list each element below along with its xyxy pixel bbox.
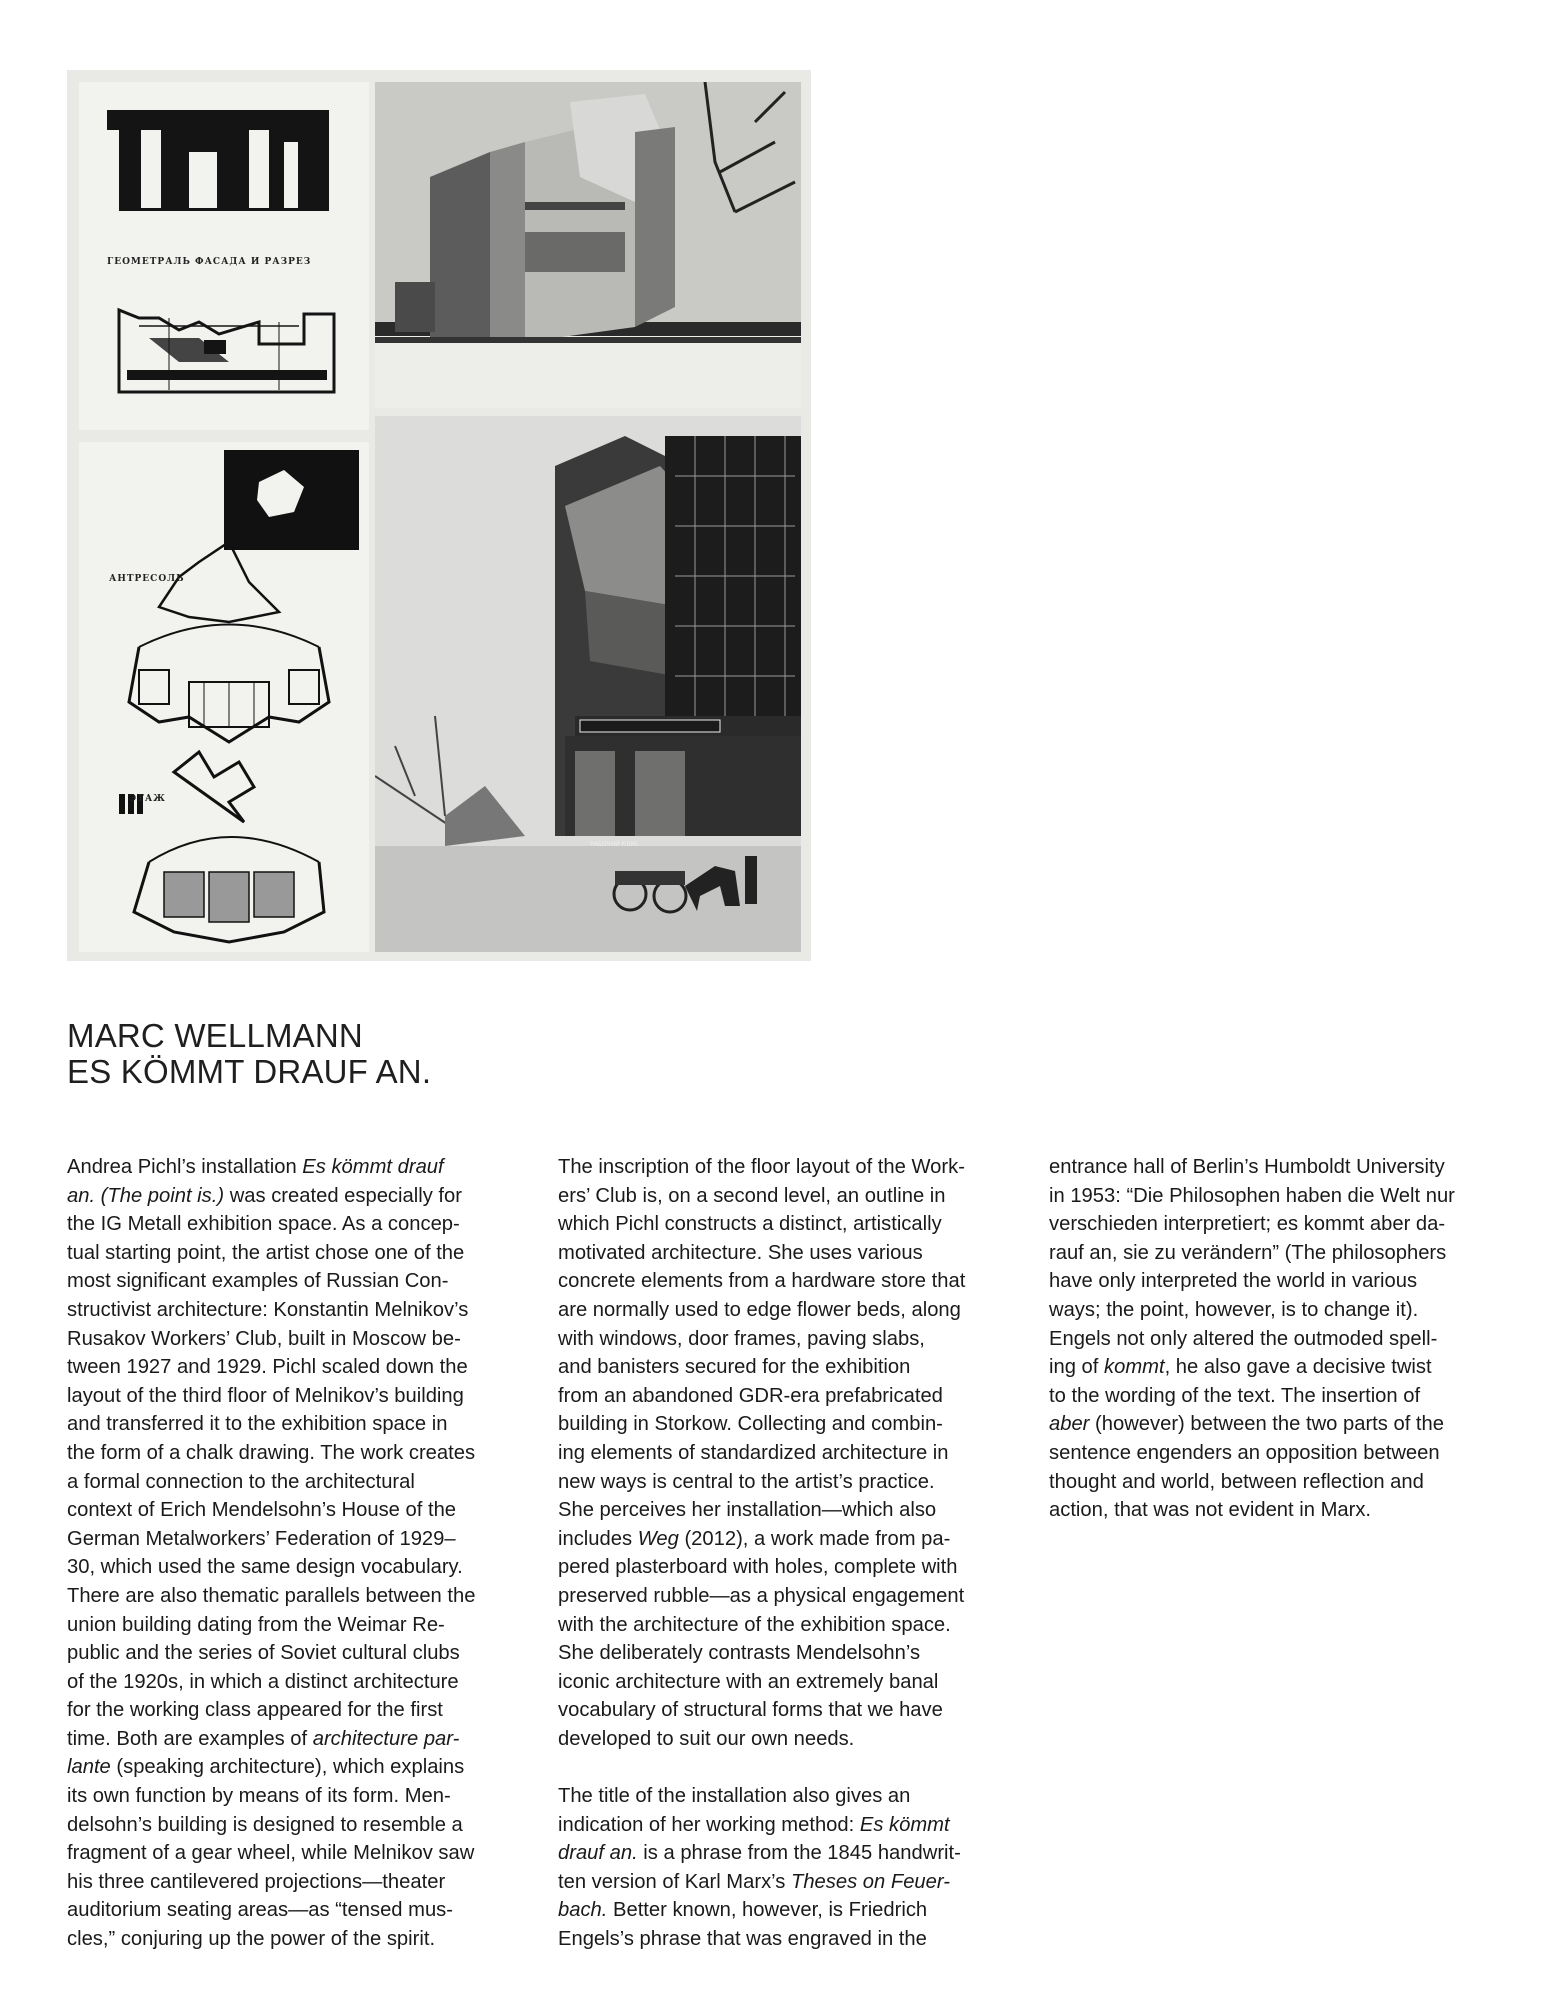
text-line bbox=[1049, 1210, 1519, 1239]
text-line bbox=[558, 1439, 1028, 1468]
text-run: indication of her working method: bbox=[558, 1813, 860, 1836]
text-line bbox=[67, 1668, 537, 1697]
text-run: ing of bbox=[1049, 1356, 1104, 1379]
text-line bbox=[558, 1525, 1028, 1554]
text-line bbox=[558, 1410, 1028, 1439]
text-run: structivist architecture: Konstantin Melnikov’s bbox=[67, 1298, 469, 1321]
text-line bbox=[1049, 1153, 1519, 1182]
text-run: iconic architecture with an extremely banal bbox=[558, 1670, 939, 1693]
text-line bbox=[67, 1182, 537, 1211]
italic-text: lante bbox=[67, 1756, 111, 1779]
text-run: the IG Metall exhibition space. As a concep- bbox=[67, 1213, 460, 1236]
text-line bbox=[1049, 1496, 1519, 1525]
text-run: verschieden interpretiert; es kommt aber da- bbox=[1049, 1213, 1446, 1236]
text-line bbox=[558, 1182, 1028, 1211]
text-run: sentence engenders an opposition between bbox=[1049, 1441, 1440, 1464]
floor-plan-drawing bbox=[79, 442, 369, 952]
text-line bbox=[67, 1210, 537, 1239]
text-line bbox=[1049, 1325, 1519, 1354]
text-run: German Metalworkers’ Federation of 1929– bbox=[67, 1527, 456, 1550]
italic-text: Weg bbox=[637, 1527, 679, 1550]
italic-text: aber bbox=[1049, 1413, 1090, 1436]
paragraph-gap bbox=[558, 1753, 1028, 1782]
text-run: which Pichl constructs a distinct, artistically bbox=[558, 1213, 942, 1236]
text-run: building in Storkow. Collecting and combin- bbox=[558, 1413, 943, 1436]
text-run: a formal connection to the architectural bbox=[67, 1470, 415, 1493]
article-heading bbox=[67, 1018, 431, 1090]
text-run: delsohn’s building is designed to resemble a bbox=[67, 1813, 463, 1836]
text-run: She deliberately contrasts Mendelsohn’s bbox=[558, 1642, 921, 1665]
text-run: Engels’s phrase that was engraved in the bbox=[558, 1928, 927, 1951]
text-line bbox=[1049, 1468, 1519, 1497]
text-run: in 1953: “Die Philosophen haben die Welt nur bbox=[1049, 1184, 1455, 1207]
text-run: union building dating from the Weimar Re- bbox=[67, 1613, 445, 1636]
text-run: Andrea Pichl’s installation bbox=[67, 1156, 303, 1178]
text-run: are normally used to edge flower beds, along bbox=[558, 1298, 961, 1321]
italic-text: Es kömmt drauf bbox=[302, 1156, 444, 1178]
text-line bbox=[558, 1925, 1028, 1954]
text-run: from an abandoned GDR-era prefabricated bbox=[558, 1384, 943, 1407]
text-column-2 bbox=[558, 1153, 1028, 1954]
italic-text: Theses on Feuer- bbox=[791, 1870, 950, 1893]
text-line bbox=[558, 1553, 1028, 1582]
text-run: and transferred it to the exhibition space in bbox=[67, 1413, 448, 1436]
text-line bbox=[558, 1239, 1028, 1268]
text-run: includes bbox=[558, 1527, 638, 1550]
text-line bbox=[67, 1868, 537, 1897]
text-run: (however) between the two parts of the bbox=[1089, 1413, 1444, 1436]
text-column-3 bbox=[1049, 1153, 1519, 1525]
text-column-1 bbox=[67, 1153, 537, 1954]
text-run: (2012), a work made from pa- bbox=[678, 1527, 951, 1550]
photo-building-winter bbox=[375, 82, 801, 408]
text-line bbox=[67, 1296, 537, 1325]
text-line bbox=[67, 1696, 537, 1725]
text-run: new ways is central to the artist’s practice. bbox=[558, 1470, 935, 1493]
text-line bbox=[558, 1210, 1028, 1239]
text-run: There are also thematic parallels between the bbox=[67, 1584, 476, 1607]
text-run: its own function by means of its form. Men- bbox=[67, 1785, 451, 1808]
text-line bbox=[1049, 1382, 1519, 1411]
text-run: preserved rubble—as a physical engagement bbox=[558, 1584, 965, 1607]
text-run: rauf an, sie zu verändern” (The philosophers bbox=[1049, 1241, 1447, 1264]
text-run: most significant examples of Russian Con- bbox=[67, 1270, 449, 1293]
text-run: auditorium seating areas—as “tensed mus- bbox=[67, 1899, 453, 1922]
text-run: to the wording of the text. The insertion of bbox=[1049, 1384, 1421, 1407]
text-line bbox=[67, 1725, 537, 1754]
text-line bbox=[67, 1839, 537, 1868]
text-line bbox=[558, 1611, 1028, 1640]
text-run: public and the series of Soviet cultural clubs bbox=[67, 1642, 460, 1665]
text-line bbox=[558, 1267, 1028, 1296]
italic-text: bach. bbox=[558, 1899, 608, 1922]
text-line bbox=[67, 1553, 537, 1582]
text-line bbox=[558, 1296, 1028, 1325]
text-run: context of Erich Mendelsohn’s House of the bbox=[67, 1499, 457, 1522]
text-run: was created especially for bbox=[224, 1184, 462, 1207]
text-run: (speaking architecture), which explains bbox=[110, 1756, 465, 1779]
italic-text: Es kömmt bbox=[859, 1813, 950, 1836]
text-run: action, that was not evident in Marx. bbox=[1049, 1499, 1372, 1522]
text-line bbox=[67, 1239, 537, 1268]
author-name: MARC WELLMANN bbox=[67, 1017, 363, 1054]
text-run: is a phrase from the 1845 handwrit- bbox=[637, 1842, 961, 1865]
text-line bbox=[558, 1868, 1028, 1897]
text-line bbox=[558, 1896, 1028, 1925]
text-run: have only interpreted the world in various bbox=[1049, 1270, 1418, 1293]
article-title: ES KÖMMT DRAUF AN. bbox=[67, 1053, 432, 1090]
text-line bbox=[558, 1696, 1028, 1725]
text-line bbox=[1049, 1267, 1519, 1296]
text-run: with windows, door frames, paving slabs, bbox=[558, 1327, 925, 1350]
text-run: his three cantilevered projections—theater bbox=[67, 1870, 446, 1893]
text-line bbox=[67, 1325, 537, 1354]
text-run: developed to suit our own needs. bbox=[558, 1727, 855, 1750]
text-run: tual starting point, the artist chose one of the bbox=[67, 1241, 465, 1264]
banner-text: РАБОЧИЙ КЛУБ bbox=[590, 841, 639, 848]
text-run: Engels not only altered the outmoded spell- bbox=[1049, 1327, 1438, 1350]
text-run: thought and world, between reflection and bbox=[1049, 1470, 1424, 1493]
text-line bbox=[558, 1496, 1028, 1525]
text-run: for the working class appeared for the first bbox=[67, 1699, 443, 1722]
text-line bbox=[67, 1382, 537, 1411]
text-run: Better known, however, is Friedrich bbox=[607, 1899, 928, 1922]
caption-geometral: ГЕОМЕТРАЛЬ ФАСАДА И РАЗРЕЗ bbox=[107, 257, 312, 267]
text-run: the form of a chalk drawing. The work creates bbox=[67, 1441, 476, 1464]
text-run: of the 1920s, in which a distinct architecture bbox=[67, 1670, 459, 1693]
archival-figure-plate bbox=[67, 70, 811, 961]
text-line bbox=[67, 1525, 537, 1554]
caption-antresol: АНТРЕСОЛЬ bbox=[109, 574, 185, 584]
text-run: ways; the point, however, is to change it). bbox=[1049, 1298, 1419, 1321]
italic-text: architecture par- bbox=[312, 1727, 460, 1750]
text-run: motivated architecture. She uses various bbox=[558, 1241, 923, 1264]
text-run: She perceives her installation—which also bbox=[558, 1499, 937, 1522]
text-line bbox=[1049, 1182, 1519, 1211]
text-line bbox=[67, 1582, 537, 1611]
text-line bbox=[67, 1267, 537, 1296]
text-line bbox=[67, 1439, 537, 1468]
text-line bbox=[67, 1753, 537, 1782]
text-line bbox=[67, 1496, 537, 1525]
text-line bbox=[67, 1925, 537, 1954]
text-run: with the architecture of the exhibition space. bbox=[558, 1613, 951, 1636]
text-run: 30, which used the same design vocabulary. bbox=[67, 1556, 463, 1579]
text-line bbox=[558, 1725, 1028, 1754]
text-run: cles,” conjuring up the power of the spirit. bbox=[67, 1928, 436, 1951]
text-line bbox=[558, 1153, 1028, 1182]
text-line bbox=[67, 1153, 537, 1182]
italic-text: drauf an. bbox=[558, 1842, 638, 1865]
text-line bbox=[67, 1353, 537, 1382]
text-run: ers’ Club is, on a second level, an outline in bbox=[558, 1184, 946, 1207]
text-run: vocabulary of structural forms that we have bbox=[558, 1699, 943, 1722]
text-line bbox=[558, 1668, 1028, 1697]
text-line bbox=[558, 1782, 1028, 1811]
text-run: , he also gave a decisive twist bbox=[1164, 1356, 1432, 1379]
text-line bbox=[67, 1811, 537, 1840]
text-line bbox=[1049, 1296, 1519, 1325]
text-line bbox=[1049, 1439, 1519, 1468]
text-run: entrance hall of Berlin’s Humboldt University bbox=[1049, 1156, 1445, 1178]
text-line bbox=[558, 1839, 1028, 1868]
text-run: ten version of Karl Marx’s bbox=[558, 1870, 791, 1893]
text-line bbox=[558, 1325, 1028, 1354]
text-run: tween 1927 and 1929. Pichl scaled down the bbox=[67, 1356, 468, 1379]
text-run: ing elements of standardized architecture in bbox=[558, 1441, 949, 1464]
text-line bbox=[67, 1782, 537, 1811]
text-line bbox=[1049, 1353, 1519, 1382]
text-line bbox=[67, 1611, 537, 1640]
text-run: The title of the installation also gives an bbox=[558, 1785, 911, 1808]
text-line bbox=[67, 1468, 537, 1497]
text-line bbox=[67, 1896, 537, 1925]
text-line bbox=[558, 1811, 1028, 1840]
text-run: concrete elements from a hardware store that bbox=[558, 1270, 966, 1293]
text-line bbox=[67, 1410, 537, 1439]
text-run: pered plasterboard with holes, complete with bbox=[558, 1556, 958, 1579]
text-line bbox=[1049, 1410, 1519, 1439]
italic-text: an. (The point is.) bbox=[67, 1184, 225, 1207]
text-line bbox=[558, 1639, 1028, 1668]
text-line bbox=[558, 1468, 1028, 1497]
text-run: Rusakov Workers’ Club, built in Moscow be- bbox=[67, 1327, 461, 1350]
text-line bbox=[558, 1353, 1028, 1382]
text-line bbox=[67, 1639, 537, 1668]
text-run: The inscription of the floor layout of the Work- bbox=[558, 1156, 965, 1178]
photo-building-projections bbox=[375, 416, 801, 952]
text-run: layout of the third floor of Melnikov’s building bbox=[67, 1384, 464, 1407]
italic-text: kommt bbox=[1104, 1356, 1165, 1379]
text-run: fragment of a gear wheel, while Melnikov saw bbox=[67, 1842, 475, 1865]
text-run: and banisters secured for the exhibition bbox=[558, 1356, 911, 1379]
elevation-section-drawing bbox=[79, 82, 369, 430]
text-line bbox=[1049, 1239, 1519, 1268]
text-run: time. Both are examples of bbox=[67, 1727, 313, 1750]
text-line bbox=[558, 1582, 1028, 1611]
caption-etazh: ЭТАЖ bbox=[129, 794, 166, 804]
text-line bbox=[558, 1382, 1028, 1411]
